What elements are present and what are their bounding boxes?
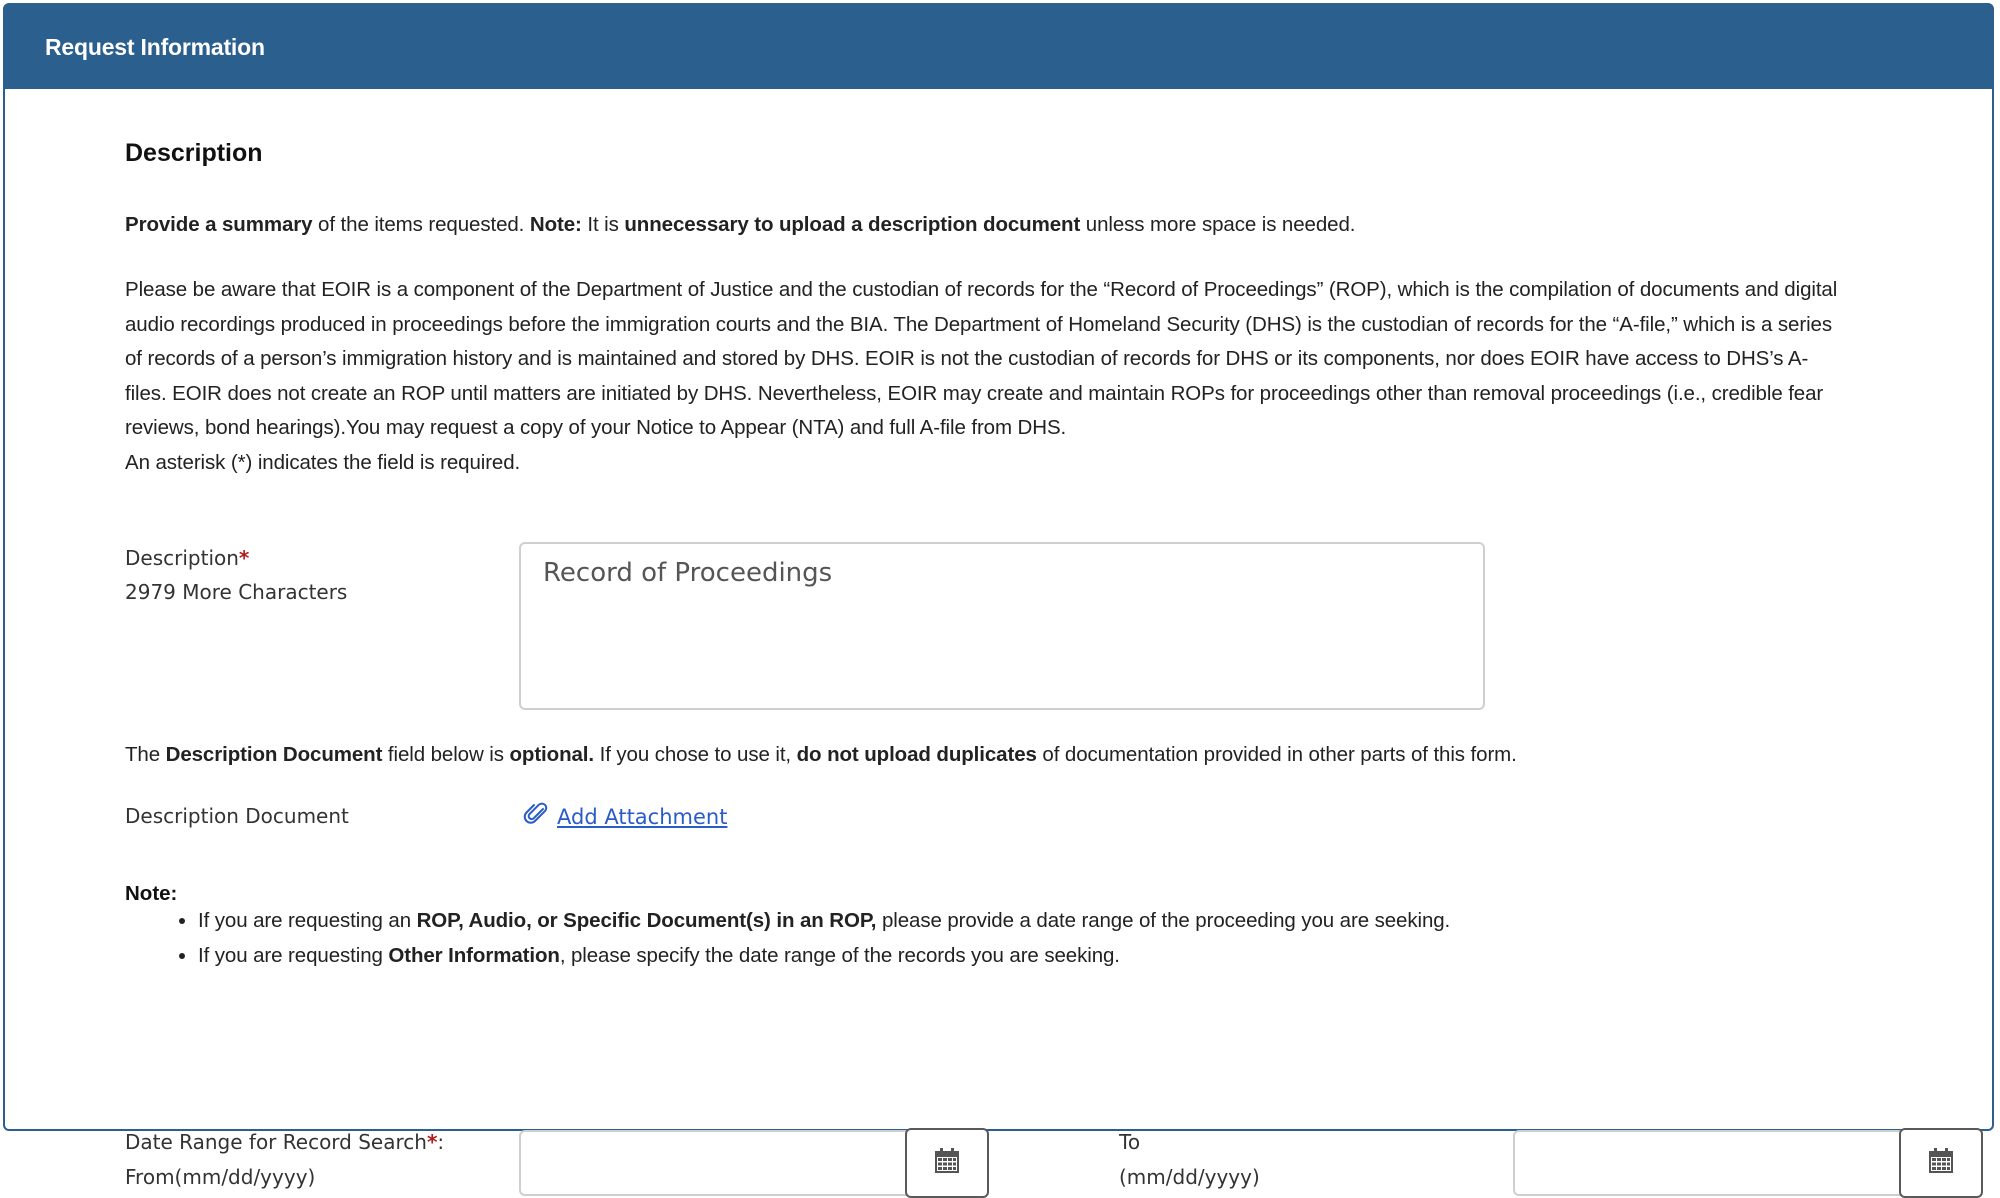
required-asterisk: *	[426, 1130, 438, 1154]
note-text: , please specify the date range of the records you are seeking.	[559, 944, 1120, 967]
required-asterisk: *	[238, 546, 250, 570]
to-label: To	[1119, 1130, 1141, 1154]
note-bold: ROP, Audio, or Specific Document(s) in an ROP,	[416, 909, 877, 932]
description-document-instructions	[125, 743, 1517, 767]
date-from-label-group	[125, 1125, 444, 1195]
optional-text-1: The	[125, 743, 166, 766]
optional-text-2: field below is	[382, 743, 510, 766]
paperclip-icon	[523, 801, 549, 832]
calendar-icon	[1927, 1147, 1955, 1180]
notice-line: of records of a person’s immigration history and is maintained and stored by DHS. EOIR is not the custodian of records for DHS or its components, nor does EOIR have access to DHS’s A-	[125, 347, 1809, 370]
panel-content	[125, 89, 1978, 1189]
add-attachment-button[interactable]	[523, 801, 727, 832]
optional-bold-3: do not upload duplicates	[796, 743, 1037, 766]
note-text: please provide a date range of the proceeding you are seeking.	[876, 909, 1451, 932]
summary-text-1: of the items requested.	[312, 213, 530, 236]
to-format-label: (mm/dd/yyyy)	[1119, 1165, 1260, 1189]
description-textarea[interactable]: Record of Proceedings	[519, 542, 1485, 710]
from-format-label: From(mm/dd/yyyy)	[125, 1165, 316, 1189]
notice-line: reviews, bond hearings).You may request a copy of your Notice to Appear (NTA) and full A-file from DHS.	[125, 416, 1067, 439]
date-to-label-group	[1119, 1125, 1260, 1195]
note-title: Note:	[125, 882, 178, 905]
add-attachment-link[interactable]: Add Attachment	[557, 804, 728, 829]
date-to-calendar-button[interactable]	[1899, 1128, 1983, 1198]
summary-bold-3: unnecessary to upload a description document	[624, 213, 1081, 236]
note-list	[125, 903, 1450, 973]
panel-title: Request Information	[45, 33, 265, 60]
section-title: Description	[125, 139, 263, 167]
date-from-calendar-button[interactable]	[905, 1128, 989, 1198]
description-label: Description	[125, 546, 239, 570]
notice-line: audio recordings produced in proceedings before the immigration courts and the BIA. The Department of Homeland Security (DHS) is the custodian of records for the “A-file,” which is a series	[125, 312, 1832, 336]
character-counter: 2979 More Characters	[125, 580, 348, 604]
date-to-input[interactable]	[1513, 1130, 1901, 1196]
note-text: If you are requesting	[198, 944, 389, 967]
summary-bold-2: Note:	[529, 213, 582, 236]
date-from-input[interactable]	[519, 1130, 907, 1196]
notice-line: files. EOIR does not create an ROP until matters are initiated by DHS. Nevertheless, EOIR may create and maintain ROPs for proceedings other than removal proceedings (i.e., credible fear	[125, 381, 1824, 405]
optional-bold-2: optional.	[509, 743, 594, 766]
note-bold: Other Information	[388, 944, 560, 967]
label-colon: :	[437, 1130, 445, 1154]
calendar-icon	[933, 1147, 961, 1180]
list-item	[198, 903, 1450, 938]
request-information-panel	[3, 3, 1994, 1189]
description-document-label: Description Document	[125, 804, 349, 828]
summary-instructions	[125, 213, 1355, 237]
notice-line: Please be aware that EOIR is a component of the Department of Justice and the custodian of records for the “Record of Proceedings” (ROP), which is the compilation of documents and digital	[125, 278, 1838, 301]
panel-header	[5, 5, 1992, 89]
required-field-note: An asterisk (*) indicates the field is required.	[125, 450, 521, 474]
optional-text-4: of documentation provided in other parts of this form.	[1036, 743, 1517, 766]
date-range-label: Date Range for Record Search	[125, 1130, 427, 1154]
description-label-group	[125, 541, 347, 609]
optional-bold-1: Description Document	[165, 743, 383, 766]
optional-text-3: If you chose to use it,	[594, 743, 797, 766]
summary-text-2: It is	[581, 213, 625, 236]
summary-bold-1: Provide a summary	[125, 213, 313, 236]
list-item	[198, 938, 1450, 973]
summary-text-3: unless more space is needed.	[1080, 213, 1356, 236]
note-text: If you are requesting an	[198, 909, 417, 932]
eoir-notice	[125, 273, 1975, 480]
